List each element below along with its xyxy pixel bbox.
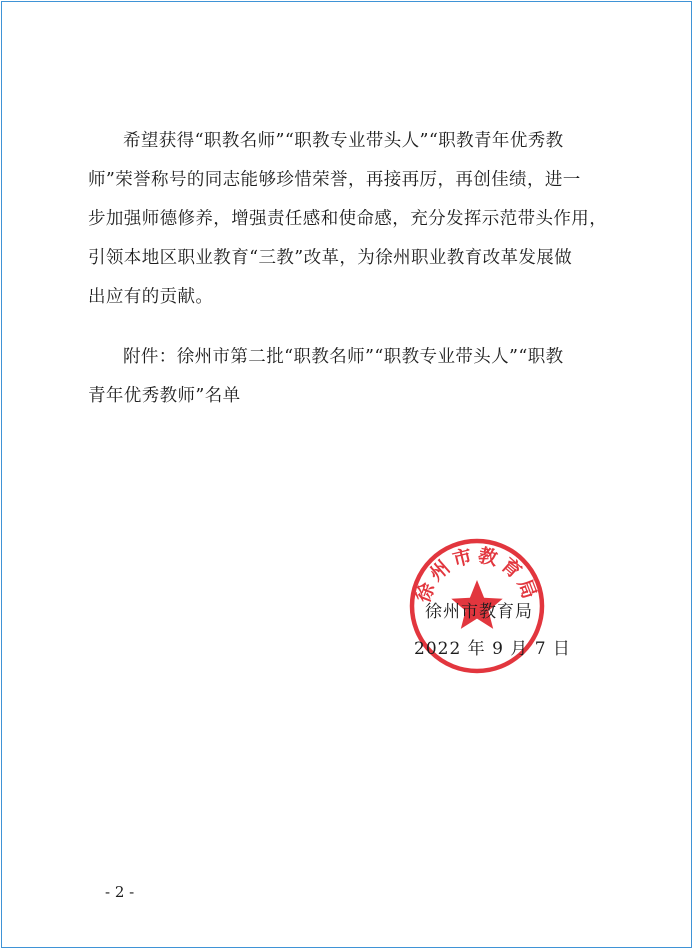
page-number: - 2 - — [105, 883, 135, 901]
attachment-note — [88, 338, 606, 416]
attachment-line: 青年优秀教师”名单 — [88, 386, 241, 406]
paragraph-line: 希望获得“职教名师”“职教专业带头人”“职教青年优秀教 — [123, 131, 564, 151]
signature-organization: 徐州市教育局 — [425, 602, 533, 622]
paragraph-line: 步加强师德修养，增强责任感和使命感，充分发挥示范带头作用， — [88, 209, 608, 229]
paragraph-line: 引领本地区职业教育“三教”改革，为徐州职业教育改革发展做 — [88, 248, 573, 268]
body-paragraph — [88, 122, 606, 317]
signature-date: 2022 年 9 月 7 日 — [414, 639, 571, 659]
document-frame — [1, 1, 692, 948]
attachment-line: 附件：徐州市第二批“职教名师”“职教专业带头人”“职教 — [123, 347, 564, 367]
seal-text: 徐州市教育局 — [412, 544, 542, 606]
document-page — [2, 2, 693, 949]
paragraph-line: 师”荣誉称号的同志能够珍惜荣誉，再接再厉，再创佳绩，进一 — [88, 170, 581, 190]
paragraph-line: 出应有的贡献。 — [88, 287, 214, 307]
